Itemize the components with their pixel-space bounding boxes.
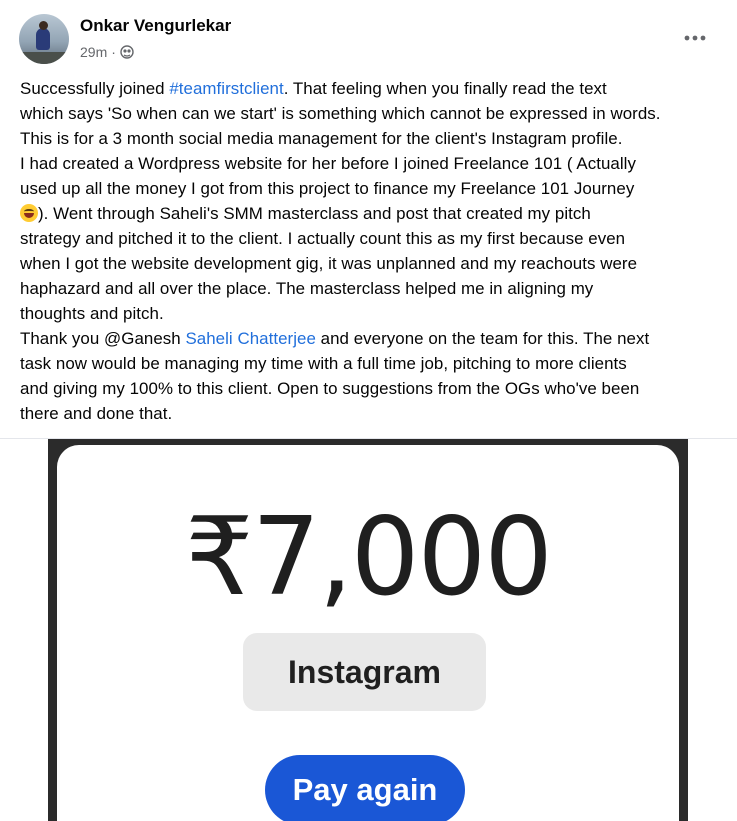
payment-tag: Instagram: [243, 633, 486, 711]
text-line: Successfully joined #teamfirstclient. That feeling when you finally read the text: [20, 79, 607, 98]
post-timestamp[interactable]: 29m: [80, 44, 108, 60]
text-line: I had created a Wordpress website for her before I joined Freelance 101 ( Actually: [20, 154, 636, 173]
payment-card: [57, 445, 679, 821]
text-line: when I got the website development gig, it was unplanned and my reachouts were: [20, 254, 638, 273]
post-text: [20, 76, 725, 426]
grinning-sweat-emoji-icon: [20, 204, 38, 222]
text-line: task now would be managing my time with a full time job, pitching to more clients: [20, 354, 627, 373]
text-line: and giving my 100% to this client. Open to suggestions from the OGs who've been: [20, 379, 640, 398]
meta-separator: ·: [111, 44, 116, 60]
more-horizontal-icon[interactable]: [681, 24, 709, 52]
text-line: which says 'So when can we start' is something which cannot be expressed in words.: [20, 104, 661, 123]
text-line: Thank you @Ganesh Saheli Chatterjee and everyone on the team for this. The next: [20, 329, 650, 348]
text-line: there and done that.: [20, 404, 173, 423]
author-avatar[interactable]: [19, 14, 69, 64]
globe-icon[interactable]: [120, 45, 134, 59]
text-line: ). Went through Saheli's SMM masterclass and post that created my pitch: [20, 201, 725, 226]
post-image[interactable]: [48, 439, 688, 821]
mention-link[interactable]: Saheli Chatterjee: [185, 329, 316, 348]
text-line: haphazard and all over the place. The masterclass helped me in aligning my: [20, 279, 594, 298]
pay-again-button: Pay again: [265, 755, 465, 821]
text-line: strategy and pitched it to the client. I actually count this as my first because even: [20, 229, 626, 248]
text-line: used up all the money I got from this project to finance my Freelance 101 Journey: [20, 179, 635, 198]
text-line: This is for a 3 month social media management for the client's Instagram profile.: [20, 129, 623, 148]
hashtag-link[interactable]: #teamfirstclient: [169, 79, 284, 98]
payment-amount: ₹7,000: [185, 495, 551, 620]
post-meta: [80, 44, 134, 60]
text-line: thoughts and pitch.: [20, 304, 164, 323]
author-name[interactable]: Onkar Vengurlekar: [80, 16, 232, 35]
